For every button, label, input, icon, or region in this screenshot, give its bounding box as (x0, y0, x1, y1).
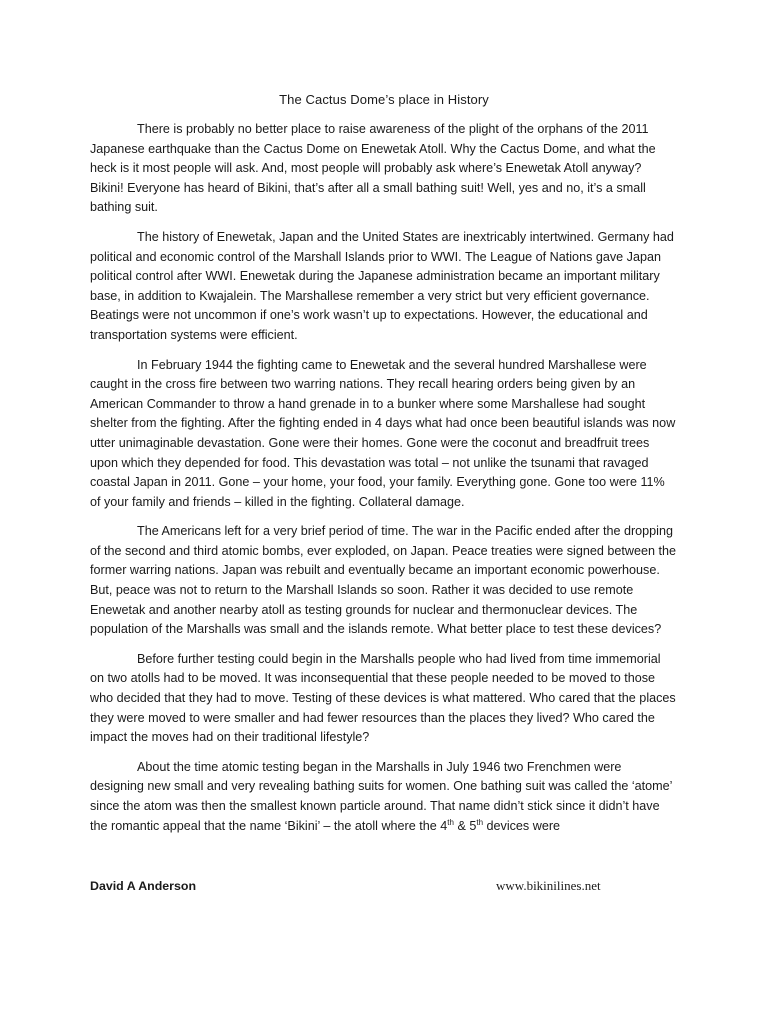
footer-url: www.bikinilines.net (496, 878, 601, 893)
ordinal-suffix: th (447, 817, 454, 827)
paragraph-6-text-b: & 5 (453, 818, 477, 833)
paragraph-2: The history of Enewetak, Japan and the United States are inextricably intertwined. Germany had political and economic control of the Marshall Islands prior to WWI. The League of Nations gave Japan political control after WWI. Enewetak during the Japanese administration became an important military base, in addition to Kwajalein. The Marshallese remember a very strict but very efficient governance. Beatings were not uncommon if one’s work wasn’t up to expectations. However, the educational and transportation systems were efficient. (90, 229, 674, 342)
paragraph-6-text-c: devices were (483, 818, 561, 833)
paragraph-5: Before further testing could begin in the Marshalls people who had lived from time immemorial on two atolls had to be moved. It was inconsequential that these people needed to be moved to those who decided that they had to move. Testing of these devices is what mattered. Who cared that the places they were moved to were smaller and had fewer resources than the places they lived? Who cared the impact the moves had on their traditional lifestyle? (90, 651, 676, 745)
footer-author: David A Anderson (90, 879, 197, 893)
document-body (90, 120, 678, 836)
paragraph-3: In February 1944 the fighting came to Enewetak and the several hundred Marshallese were caught in the cross fire between two warring nations. They recall hearing orders being given by an American Commander to throw a hand grenade in to a bunker where some Marshallese had sought shelter from the fighting. After the fighting ended in 4 days what had once been beautiful islands was now utter unimaginable devastation. Gone were their homes. Gone were the coconut and breadfruit trees upon which they depended for food. This devastation was total – not unlike the tsunami that ravaged coastal Japan in 2011. Gone – your home, your food, your family. Everything gone. Gone too were 11% of your family and friends – killed in the fighting. Collateral damage. (90, 357, 676, 509)
paragraph-6 (90, 758, 678, 836)
paragraph-6-text-a: About the time atomic testing began in the Marshalls in July 1946 two Frenchmen were designing new small and very revealing bathing suits for women. One bathing suit was called the ‘atome’ since the atom was then the smallest known particle around. That name didn’t stick since it didn’t have the romantic appeal that the name ‘Bikini’ – the atoll where the 4 (90, 759, 672, 833)
document-title: The Cactus Dome’s place in History (279, 92, 489, 107)
ordinal-suffix: th (476, 817, 484, 827)
paragraph-1: There is probably no better place to raise awareness of the plight of the orphans of the 2011 Japanese earthquake than the Cactus Dome on Enewetak Atoll. Why the Cactus Dome, and what the heck is it most people will ask. And, most people will probably ask where’s Enewetak Atoll anyway? Bikini! Everyone has heard of Bikini, that’s after all a small bathing suit! Well, yes and no, it’s a small bathing suit. (90, 122, 656, 215)
paragraph-4: The Americans left for a very brief period of time. The war in the Pacific ended after the dropping of the second and third atomic bombs, ever exploded, on Japan. Peace treaties were signed between the former warring nations. Japan was rebuilt and eventually became an important economic powerhouse. But, peace was not to return to the Marshall Islands so soon. Rather it was decided to use remote Enewetak and another nearby atoll as testing grounds for nuclear and thermonuclear devices. The population of the Marshalls was small and the islands remote. What better place to test these devices? (90, 524, 676, 637)
